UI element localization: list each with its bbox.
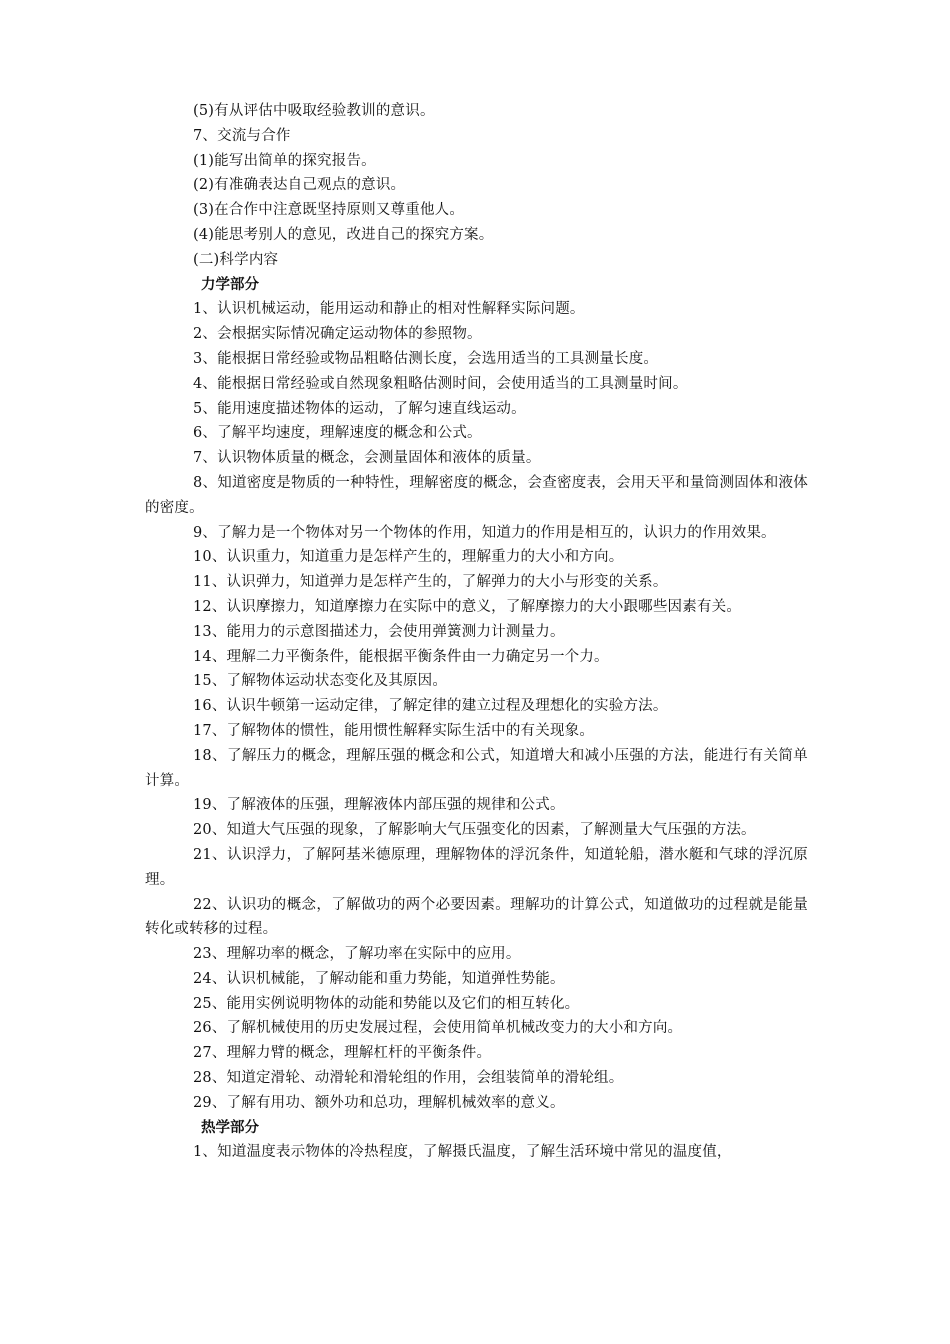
paragraph: 18、了解压力的概念，理解压强的概念和公式，知道增大和减小压强的方法，能进行有关简单计算。 — [145, 747, 808, 789]
paragraph: (2)有准确表达自己观点的意识。 — [193, 177, 406, 194]
paragraph: (1)能写出简单的探究报告。 — [193, 152, 376, 169]
paragraph: (二)科学内容 — [193, 251, 279, 268]
paragraph: 2、会根据实际情况确定运动物体的参照物。 — [193, 326, 482, 343]
paragraph: 16、认识牛顿第一运动定律，了解定律的建立过程及理想化的实验方法。 — [193, 698, 668, 715]
paragraph: 20、知道大气压强的现象，了解影响大气压强变化的因素，了解测量大气压强的方法。 — [193, 822, 756, 839]
paragraph: 29、了解有用功、额外功和总功，理解机械效率的意义。 — [193, 1094, 565, 1111]
paragraph: 7、认识物体质量的概念，会测量固体和液体的质量。 — [193, 450, 541, 467]
paragraph: 19、了解液体的压强，理解液体内部压强的规律和公式。 — [193, 797, 565, 814]
paragraph: 4、能根据日常经验或自然现象粗略估测时间，会使用适当的工具测量时间。 — [193, 375, 688, 392]
paragraph: 10、认识重力，知道重力是怎样产生的，理解重力的大小和方向。 — [193, 549, 624, 566]
paragraph: (3)在合作中注意既坚持原则又尊重他人。 — [193, 202, 465, 219]
paragraph: 5、能用速度描述物体的运动，了解匀速直线运动。 — [193, 400, 526, 417]
paragraph: 6、了解平均速度，理解速度的概念和公式。 — [193, 425, 482, 442]
paragraph: 9、了解力是一个物体对另一个物体的作用，知道力的作用是相互的，认识力的作用效果。 — [193, 524, 776, 541]
paragraph: 25、能用实例说明物体的动能和势能以及它们的相互转化。 — [193, 995, 580, 1012]
document-body — [145, 99, 808, 1165]
paragraph: 23、理解功率的概念，了解功率在实际中的应用。 — [193, 946, 521, 963]
paragraph: (5)有从评估中吸取经验教训的意识。 — [193, 103, 435, 119]
section-heading: 力学部分 — [201, 276, 259, 293]
paragraph: 21、认识浮力，了解阿基米德原理，理解物体的浮沉条件，知道轮船，潜水艇和气球的浮沉原理。 — [145, 846, 808, 888]
paragraph: 3、能根据日常经验或物品粗略估测长度，会选用适当的工具测量长度。 — [193, 350, 659, 367]
paragraph: 26、了解机械使用的历史发展过程，会使用简单机械改变力的大小和方向。 — [193, 1020, 683, 1037]
paragraph: 17、了解物体的惯性，能用惯性解释实际生活中的有关现象。 — [193, 722, 595, 739]
paragraph: 7、交流与合作 — [193, 127, 291, 144]
paragraph: 22、认识功的概念，了解做功的两个必要因素。理解功的计算公式，知道做功的过程就是能量转化或转移的过程。 — [145, 896, 808, 938]
paragraph: 24、认识机械能，了解动能和重力势能，知道弹性势能。 — [193, 970, 565, 987]
paragraph: 1、认识机械运动，能用运动和静止的相对性解释实际问题。 — [193, 301, 585, 318]
section-heading: 热学部分 — [201, 1119, 259, 1136]
paragraph: 8、知道密度是物质的一种特性，理解密度的概念，会查密度表，会用天平和量筒测固体和液体的密度。 — [145, 474, 808, 516]
paragraph: 15、了解物体运动状态变化及其原因。 — [193, 673, 448, 690]
paragraph: 1、知道温度表示物体的冷热程度，了解摄氏温度，了解生活环境中常见的温度值， — [193, 1144, 732, 1161]
paragraph: 12、认识摩擦力，知道摩擦力在实际中的意义，了解摩擦力的大小跟哪些因素有关。 — [193, 598, 742, 615]
paragraph: 13、能用力的示意图描述力，会使用弹簧测力计测量力。 — [193, 623, 565, 640]
paragraph: 14、理解二力平衡条件，能根据平衡条件由一力确定另一个力。 — [193, 648, 609, 665]
paragraph: 28、知道定滑轮、动滑轮和滑轮组的作用，会组装简单的滑轮组。 — [193, 1070, 624, 1087]
paragraph: 11、认识弹力，知道弹力是怎样产生的，了解弹力的大小与形变的关系。 — [193, 574, 668, 591]
paragraph: (4)能思考别人的意见，改进自己的探究方案。 — [193, 226, 494, 243]
paragraph: 27、理解力臂的概念，理解杠杆的平衡条件。 — [193, 1045, 492, 1062]
